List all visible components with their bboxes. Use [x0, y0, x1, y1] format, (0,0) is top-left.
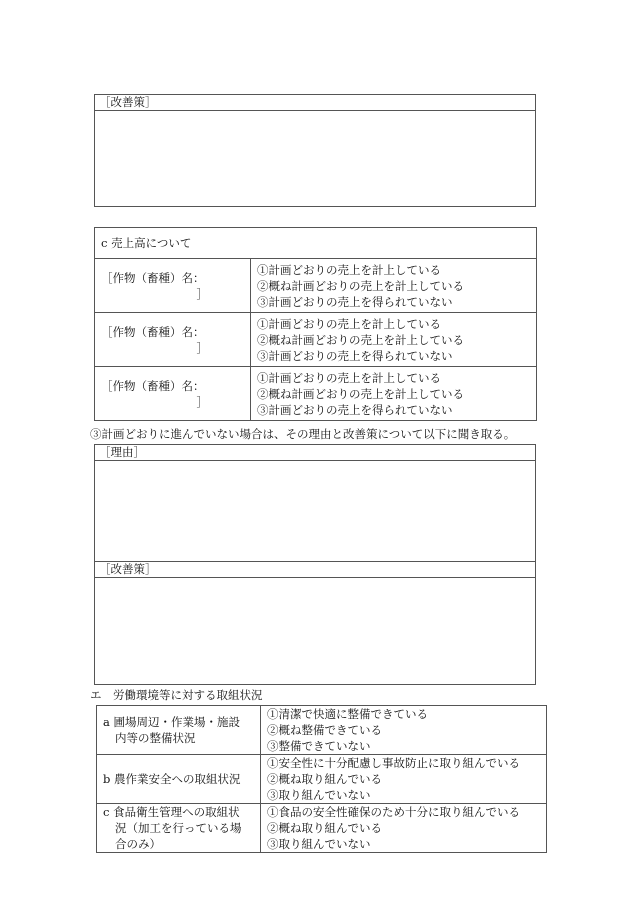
option-1[interactable]: ①清潔で快適に整備できている [267, 707, 428, 721]
sales-options-cell [251, 367, 537, 421]
crop-name-bracket: ］ [196, 286, 208, 301]
labor-table [96, 705, 547, 853]
option-2[interactable]: ②概ね取り組んでいる [267, 821, 382, 835]
table-row [97, 804, 547, 853]
labor-options-cell [261, 755, 547, 804]
improvement-answer-area-2[interactable] [95, 578, 535, 684]
improvement-label: ［改善策］ [95, 95, 535, 111]
crop-name-cell[interactable] [95, 259, 251, 313]
option-2[interactable]: ②概ね計画どおりの売上を計上している [257, 386, 464, 401]
crop-name-label: ［作物（畜種）名： [101, 378, 205, 393]
table-row [95, 259, 537, 313]
improvement-answer-area[interactable] [95, 111, 535, 206]
option-1[interactable]: ①食品の安全性確保のため十分に取り組んでいる [267, 805, 520, 819]
option-3[interactable]: ③取り組んでいない [267, 788, 371, 802]
labor-options-cell [261, 804, 547, 853]
crop-name-bracket: ］ [196, 394, 208, 409]
table-row [95, 313, 537, 367]
label-line: 合のみ） [115, 837, 161, 851]
labor-section-heading: エ 労働環境等に対する取組状況 [90, 688, 263, 702]
table-row [95, 367, 537, 421]
crop-name-label: ［作物（畜種）名： [101, 324, 205, 339]
option-3[interactable]: ③取り組んでいない [267, 837, 371, 851]
option-1[interactable]: ①計画どおりの売上を計上している [257, 370, 441, 385]
option-3[interactable]: ③計画どおりの売上を得られていない [257, 402, 453, 417]
sales-options-cell [251, 259, 537, 313]
option-3[interactable]: ③計画どおりの売上を得られていない [257, 348, 453, 363]
crop-name-bracket: ］ [196, 340, 208, 355]
label-line: c 食品衛生管理への取組状 [103, 805, 240, 819]
label-line: a 圃場周辺・作業場・施設 [103, 715, 241, 729]
crop-name-cell[interactable] [95, 313, 251, 367]
label-line: 内等の整備状況 [115, 731, 196, 745]
sales-options-cell [251, 313, 537, 367]
option-2[interactable]: ②概ね整備できている [267, 723, 382, 737]
crop-name-cell[interactable] [95, 367, 251, 421]
reason-label: ［理由］ [95, 445, 535, 461]
option-1[interactable]: ①安全性に十分配慮し事故防止に取り組んでいる [267, 756, 520, 770]
reason-answer-area[interactable] [95, 461, 535, 561]
option-2[interactable]: ②概ね計画どおりの売上を計上している [257, 332, 464, 347]
label-line: b 農作業安全への取組状況 [103, 772, 241, 786]
sales-table [94, 227, 537, 421]
crop-name-label: ［作物（畜種）名： [101, 270, 205, 285]
option-2[interactable]: ②概ね計画どおりの売上を計上している [257, 278, 464, 293]
option-1[interactable]: ①計画どおりの売上を計上している [257, 262, 441, 277]
option-2[interactable]: ②概ね取り組んでいる [267, 772, 382, 786]
table-row [97, 755, 547, 804]
labor-item-label [97, 755, 261, 804]
sales-section-title: c 売上高について [95, 228, 537, 259]
option-3[interactable]: ③計画どおりの売上を得られていない [257, 294, 453, 309]
improvement-box-1 [94, 94, 536, 207]
label-line: 況（加工を行っている場 [115, 821, 242, 835]
labor-options-cell [261, 706, 547, 755]
option-3[interactable]: ③整備できていない [267, 739, 371, 753]
reason-box [94, 444, 536, 685]
labor-item-label [97, 804, 261, 853]
improvement-label-2: ［改善策］ [95, 561, 535, 578]
option-1[interactable]: ①計画どおりの売上を計上している [257, 316, 441, 331]
labor-item-label [97, 706, 261, 755]
table-row [97, 706, 547, 755]
instruction-text: ③計画どおりに進んでいない場合は、その理由と改善策について以下に聞き取る。 [90, 427, 516, 441]
